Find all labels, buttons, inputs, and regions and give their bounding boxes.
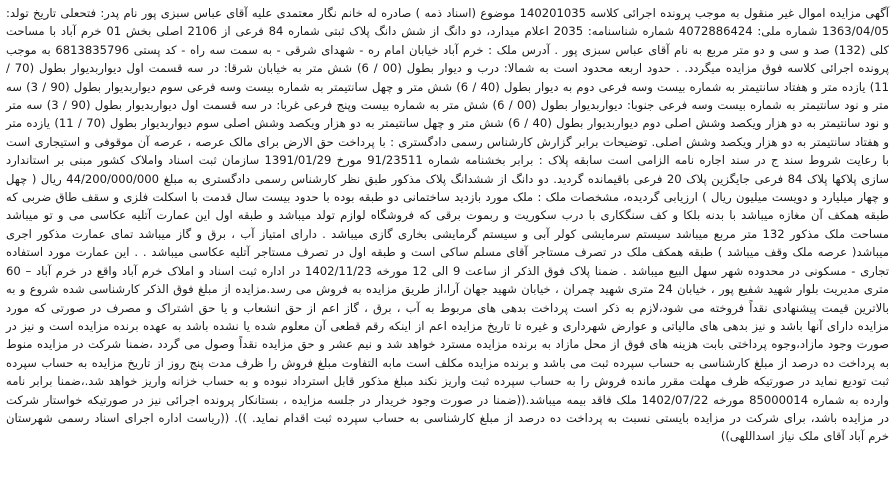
auction-notice-text: آگهی مزایده اموال غیر منقول به موجب پرونده اجرائی کلاسه 140201035 موضوع (اسناد ذمه ) صادره له خانم نگار معتمدی علیه آقای عباس سبزی پور نام پدر: فتحعلی تاریخ تولد: 1363/04/05 شماره ملی: 4072886424 شماره شناسنامه: 2035 اعلام میدارد، دو دانگ از شش دانگ پلاک ثبتی شماره 84 فرعی از 2106 اصلی بخش 01 خرم آباد با مساحت کلی (132) صد و سی و دو متر مربع به نام آقای عباس سبزی پور . آدرس ملک : خرم آباد خیابان امام ره - شهدای شرقی - به سمت سه راه - کد پستی 6813835796 به موجب پرونده اجرائی کلاسه فوق مزایده میگردد. . حدود اربعه محدود است به شمالا: درب و دیوار بطول (00 / 6) شش متر به خیابان شرقا: در سه قسمت اول دیواربدیوار بطول (70 / 11) یازده متر و هفتاد سانتیمتر به شماره بیست وسه فرعی دوم به دیوار بطول (40 / 6) شش متر و چهل سانتیمتر به شماره بیست وسه فرعی سوم دیواربدیوار بطول (90 / 3) سه متر و نود سانتیمتر به شماره بیست وسه فرعی جنوبا: دیواربدیوار بطول (00 / 6) شش متر به شماره بیست وپنج فرعی غربا: در سه قسمت اول دیواربدیوار بطول (90 / 3) سه متر و نود سانتیمتر به دو هزار ویکصد وشش اصلی دوم دیواربدیوار بطول (40 / 6) شش متر و چهل سانتیمتر به دو هزار ویکصد وشش اصلی سوم دیواربدیوار بطول (70 / 11) یازده متر و هفتاد سانتیمتر به دو هزار ویکصد وشش اصلی. توضیحات برابر گزارش کارشناس رسمی دادگستری : با پرداخت حق الارض برای مالک عرصه ، عرصه آن موقوفی و استیجاری است با رعایت شروط سند ج در سند اجاره نامه الزامی است سابقه پلاک : برابر بخشنامه شماره 91/23511 مورخ 1391/01/29 سازمان ثبت اسناد واملاک کشور مبنی بر استاندارد سازی پلاکها پلاک 84 فرعی جایگزین پلاک 20 فرعی باقیمانده گردید. دو دانگ از ششدانگ پلاک مذکور طبق نظر کارشناس رسمی دادگستری به مبلغ 44/200/000/000 ریال ( چهل و چهار میلیارد و دویست میلیون ریال ) ارزیابی گردیده، مشخصات ملک : ملک مورد بازدید ساختمانی دو طبقه بوده با حدود بیست سال قدمت با اسکلت فلزی و سقف طاق ضربی که طبقه همکف آن مغازه میباشد با بدنه بلکا و کف سنگکاری با درب سکوریت و ربموت برقی که فروشگاه لوازم تولد میباشد و طبقه اول این عمارت آتلیه عکاسی می و تو میباشد مساحت ملک مذکور 132 متر مربع میباشد سیستم سرمایشی کولر آبی و سیستم گرمایشی بخاری گازی میباشد . دارای امتیاز آب ، برق و گاز میباشد تمای عمارت مذکور اجری میباشد( عرصه ملک وقف میباشد ) طبقه همکف ملک در تصرف مستاجر آقای مسلم ساکی است و طبقه اول در تصرف مستاجر آتلیه عکاسی میباشد . . این عمارت مورد استفاده تجاری - مسکونی در محدوده شهر سهل البیع میباشد . ضمنا پلاک فوق الذکر از ساعت 9 الی 12 مورخه 1402/11/23 در اداره ثبت اسناد و املاک خرم آباد واقع در خرم آباد – 60 متری مدیریت بلوار شهید شفیع پور ، خیابان 24 متری شهید چمران ، خیابان شهید جهان آرا،از طریق مزایده به فروش می رسد.مزایده از مبلغ فوق الذکر کارشناسی شده شروع و به بالاترین قیمت پیشنهادی نقداً فروخته می شود،لازم به ذکر است پرداخت بدهی های مربوط به آب ، برق ، گاز اعم از حق انشعاب و یا حق اشتراک و مصرف در صورتی که مورد مزایده دارای آنها باشد و نیز بدهی های مالیاتی و عوارض شهرداری و غیره تا تاریخ مزایده اعم از اینکه رقم قطعی آن معلوم شده یا نشده باشد به عهده برنده مزایده است و نیز در صورت وجود مازاد،وجوه پرداختی بابت هزینه های فوق از محل مازاد به برنده مزایده مسترد خواهد شد و نیم عشر و حق مزایده نقداً وصول می گردد ،ضمنا شرکت در مزایده منوط به پرداخت ده درصد از مبلغ کارشناسی به حساب سپرده ثبت می باشد و برنده مزایده مکلف است مابه التفاوت مبلغ فروش را ظرف مدت پنج روز از تاریخ مزایده به حساب سپرده ثبت تودیع نماید در صورتیکه ظرف مهلت مقرر مانده فروش را به حساب سپرده ثبت واریز نکند مبلغ مذکور قابل استرداد نبوده و به حساب خزانه واریز خواهد شد.،ضمنا برابر نامه وارده به شماره 85000014 مورخه 1402/07/22 ملک فاقد بیمه میباشد.((ضمنا در صورت وجود خریدار در جلسه مزایده ، بستانکار پرونده اجرائی نیز در صورتیکه خواستار شرکت در مزایده باشد، برای شرکت در مزایده بایستی نسبت به پرداخت ده درصد از مبلغ کارشناسی به حساب سپرده ثبت اقدام نماید. )). ((ریاست اداره اجرای اسناد رسمی شهرستان خرم آباد آقای ملک نیاز اسداللهی)) [6, 6, 890, 444]
